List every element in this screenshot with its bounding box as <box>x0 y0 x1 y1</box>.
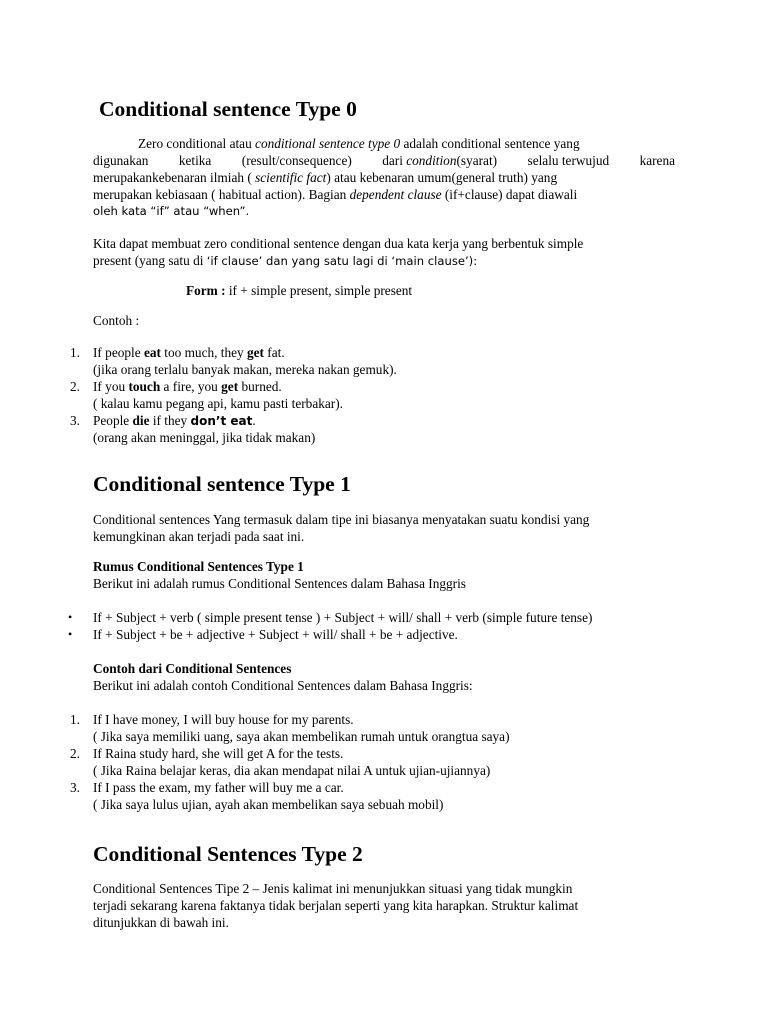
list-item: If you touch a fire, you get burned. <box>93 379 282 394</box>
list-item-translation: (orang akan meninggal, jika tidak makan) <box>93 430 316 445</box>
list-number: 2. <box>70 379 80 394</box>
contoh-description: Berikut ini adalah contoh Conditional Sentences dalam Bahasa Inggris: <box>93 678 473 693</box>
para1-line-4: merupakan kebiasaan ( habitual action). Bagian dependent clause (if+clause) dapat diawali <box>93 187 578 202</box>
list-item: If + Subject + be + adjective + Subject + will/ shall + be + adjective. <box>93 627 458 642</box>
list-item: If people eat too much, they get fat. <box>93 345 285 360</box>
para2-line-1: Kita dapat membuat zero conditional sentence dengan dua kata kerja yang berbentuk simple <box>93 236 584 251</box>
list-number: 3. <box>70 780 80 795</box>
list-number: 1. <box>70 712 80 727</box>
contoh-title: Contoh dari Conditional Sentences <box>93 661 292 676</box>
list-item: If Raina study hard, she will get A for the tests. <box>93 746 344 761</box>
type2-line-3: ditunjukkan di bawah ini. <box>93 915 229 930</box>
bullet-icon: • <box>68 627 73 641</box>
list-item-translation: ( Jika Raina belajar keras, dia akan mendapat nilai A untuk ujian-ujiannya) <box>93 763 491 778</box>
list-item: People die if they don’t eat. <box>93 413 256 428</box>
rumus-title: Rumus Conditional Sentences Type 1 <box>93 559 304 574</box>
list-number: 1. <box>70 345 80 360</box>
heading-type-1: Conditional sentence Type 1 <box>93 472 351 496</box>
contoh-label: Contoh : <box>93 313 140 328</box>
heading-type-0: Conditional sentence Type 0 <box>99 97 357 121</box>
list-item: If I pass the exam, my father will buy me a car. <box>93 780 344 795</box>
intro-line-2: kemungkinan akan terjadi pada saat ini. <box>93 529 305 544</box>
para1-line-5: oleh kata “if” atau “when”. <box>93 204 250 218</box>
list-item-translation: (jika orang terlalu banyak makan, mereka nakan gemuk). <box>93 362 397 377</box>
para2-line-2: present (yang satu di ‘if clause’ dan yang satu lagi di ‘main clause’): <box>93 253 478 268</box>
bullet-icon: • <box>68 610 73 624</box>
list-item: If + Subject + verb ( simple present tense ) + Subject + will/ shall + verb (simple future tense) <box>93 610 593 625</box>
list-item-translation: ( Jika saya memiliki uang, saya akan membelikan rumah untuk orangtua saya) <box>93 729 510 744</box>
type2-line-1: Conditional Sentences Tipe 2 – Jenis kalimat ini menunjukkan situasi yang tidak mungkin <box>93 881 573 896</box>
list-item-translation: ( Jika saya lulus ujian, ayah akan membelikan saya sebuah mobil) <box>93 797 444 812</box>
heading-type-2: Conditional Sentences Type 2 <box>93 842 363 866</box>
intro-line-1: Conditional sentences Yang termasuk dalam tipe ini biasanya menyatakan suatu kondisi yang <box>93 512 590 527</box>
para1-line-2: digunakan ketika (result/consequence) dari condition(syarat) selalu terwujud karena <box>93 153 675 168</box>
list-number: 2. <box>70 746 80 761</box>
list-item: If I have money, I will buy house for my parents. <box>93 712 354 727</box>
list-number: 3. <box>70 413 80 428</box>
type2-line-2: terjadi sekarang karena faktanya tidak berjalan seperti yang kita harapkan. Struktur kalimat <box>93 898 579 913</box>
para1-line-1: Zero conditional atau conditional sentence type 0 adalah conditional sentence yang <box>138 136 580 151</box>
list-item-translation: ( kalau kamu pegang api, kamu pasti terbakar). <box>93 396 343 411</box>
para1-line-3: merupakankebenaran ilmiah ( scientific fact) atau kebenaran umum(general truth) yang <box>93 170 558 185</box>
rumus-description: Berikut ini adalah rumus Conditional Sentences dalam Bahasa Inggris <box>93 576 466 591</box>
form-line: Form : if + simple present, simple present <box>186 283 413 298</box>
